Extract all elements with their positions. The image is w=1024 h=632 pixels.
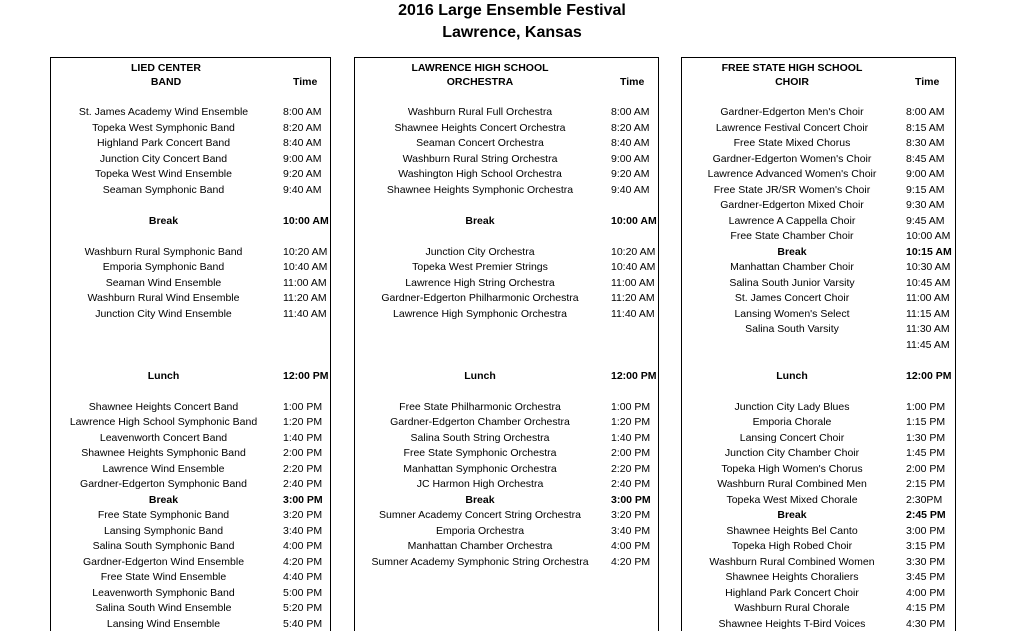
ensemble-name: Seaman Wind Ensemble — [105, 276, 222, 289]
ensemble-name: Salina South Varsity — [745, 323, 839, 335]
schedule-row — [682, 400, 955, 415]
ensemble-name: Shawnee Heights Symphonic Band — [81, 447, 246, 459]
ensemble-name: Salina South Symphonic Band — [92, 540, 235, 552]
schedule-row — [51, 400, 330, 415]
schedule-row — [682, 322, 955, 337]
performance-time: 11:20 AM — [611, 292, 655, 304]
ensemble-name: Seaman Concert Orchestra — [416, 137, 544, 149]
schedule-row — [51, 260, 330, 275]
performance-time: 11:40 AM — [611, 307, 655, 320]
performance-time: 8:30 AM — [906, 137, 945, 149]
ensemble-name: Junction City Lady Blues — [734, 400, 850, 413]
performance-time: 3:00 PM — [283, 493, 323, 506]
performance-time: 10:20 AM — [611, 245, 656, 258]
schedule-row — [682, 214, 955, 229]
ensemble-name: Gardner-Edgerton Men's Choir — [720, 106, 864, 118]
performance-time: 8:20 AM — [283, 121, 322, 134]
schedule-row — [682, 167, 955, 182]
performance-time: 4:00 PM — [611, 540, 651, 552]
ensemble-name: Lansing Wind Ensemble — [106, 617, 221, 630]
ensemble-name: Manhattan Chamber Orchestra — [407, 540, 553, 552]
performance-time: 10:00 AM — [283, 214, 329, 227]
schedule-row — [355, 400, 658, 415]
ensemble-name: Lansing Symphonic Band — [103, 524, 224, 537]
ensemble-name: Break — [777, 509, 807, 521]
column-header — [692, 61, 892, 89]
performance-time: 4:20 PM — [611, 555, 651, 568]
performance-time: 1:20 PM — [611, 416, 651, 428]
column-header-venue: LAWRENCE HIGH SCHOOL — [411, 62, 549, 74]
ensemble-name: Washburn Rural Chorale — [734, 602, 850, 614]
performance-time: 2:00 PM — [611, 447, 651, 459]
schedule-row — [51, 524, 330, 539]
schedule-row — [682, 446, 955, 461]
performance-time: 1:30 PM — [906, 431, 946, 444]
performance-time: 3:45 PM — [906, 571, 946, 583]
ensemble-name: Junction City Orchestra — [425, 245, 535, 258]
schedule-row — [51, 431, 330, 446]
ensemble-name: Lawrence High String Orchestra — [405, 276, 555, 289]
ensemble-name: Free State Symphonic Orchestra — [403, 447, 557, 459]
performance-time: 11:20 AM — [283, 292, 327, 304]
ensemble-name: Free State Wind Ensemble — [100, 571, 227, 583]
schedule-row — [682, 431, 955, 446]
schedule-break-row — [355, 493, 658, 508]
schedule-row — [682, 524, 955, 539]
schedule-row — [355, 477, 658, 492]
performance-time: 9:30 AM — [906, 199, 945, 211]
ensemble-name: Break — [465, 214, 495, 227]
ensemble-name: Washburn Rural String Orchestra — [402, 152, 558, 165]
schedule-row — [682, 136, 955, 151]
ensemble-name: Free State JR/SR Women's Choir — [713, 183, 871, 196]
schedule-row — [355, 260, 658, 275]
ensemble-name: Topeka West Wind Ensemble — [95, 168, 232, 180]
schedule-row — [51, 601, 330, 616]
time-header: Time — [915, 76, 940, 88]
performance-time: 11:40 AM — [283, 307, 327, 320]
ensemble-name: Salina South Wind Ensemble — [95, 602, 232, 614]
ensemble-name: Washburn Rural Full Orchestra — [407, 106, 553, 118]
performance-time: 5:40 PM — [283, 617, 323, 630]
performance-time: 10:40 AM — [611, 261, 656, 273]
column-header-category: CHOIR — [775, 76, 809, 88]
schedule-row — [355, 524, 658, 539]
performance-time: 8:45 AM — [906, 152, 945, 165]
ensemble-name: Gardner-Edgerton Women's Choir — [712, 152, 872, 165]
schedule-row — [682, 493, 955, 508]
schedule-row — [355, 167, 658, 182]
schedule-row — [51, 555, 330, 570]
ensemble-name: Junction City Concert Band — [99, 152, 228, 165]
schedule-row — [355, 291, 658, 306]
ensemble-name: Emporia Symphonic Band — [102, 261, 225, 273]
ensemble-name: Free State Mixed Chorus — [733, 137, 851, 149]
ensemble-name: Free State Chamber Choir — [730, 230, 854, 242]
performance-time: 9:20 AM — [283, 168, 322, 180]
schedule-break-row — [51, 369, 330, 384]
ensemble-name: Lawrence Festival Concert Choir — [715, 121, 869, 134]
ensemble-name: Free State Philharmonic Orchestra — [399, 400, 561, 413]
schedule-break-row — [682, 245, 955, 260]
ensemble-name: Junction City Chamber Choir — [724, 447, 860, 459]
performance-time: 9:00 AM — [906, 168, 945, 180]
schedule-row — [51, 446, 330, 461]
schedule-row — [51, 183, 330, 198]
ensemble-name: Washburn Rural Combined Men — [717, 478, 867, 490]
page-title: 2016 Large Ensemble Festival — [398, 2, 626, 19]
schedule-row — [682, 539, 955, 554]
schedule-row — [355, 555, 658, 570]
performance-time: 5:00 PM — [283, 586, 323, 599]
performance-time: 11:15 AM — [906, 307, 950, 320]
performance-time: 3:20 PM — [611, 509, 651, 521]
schedule-break-row — [355, 214, 658, 229]
choir-schedule-column — [681, 57, 956, 631]
ensemble-name: Free State Symphonic Band — [97, 509, 230, 521]
column-header-category: ORCHESTRA — [446, 76, 514, 88]
performance-time: 3:40 PM — [283, 524, 323, 537]
performance-time: 2:20 PM — [611, 462, 651, 475]
schedule-row — [682, 415, 955, 430]
performance-time: 9:40 AM — [611, 183, 650, 196]
schedule-row — [51, 136, 330, 151]
ensemble-name: Gardner-Edgerton Chamber Orchestra — [390, 416, 570, 428]
performance-time: 1:45 PM — [906, 447, 946, 459]
ensemble-name: Highland Park Concert Choir — [725, 586, 859, 599]
ensemble-name: Washburn Rural Combined Women — [709, 555, 875, 568]
ensemble-name: Lunch — [464, 369, 496, 382]
performance-time: 8:00 AM — [906, 106, 945, 118]
ensemble-name: Gardner-Edgerton Symphonic Band — [80, 478, 247, 490]
column-header — [81, 61, 251, 89]
performance-time: 8:00 AM — [283, 106, 322, 118]
schedule-row — [682, 121, 955, 136]
ensemble-name: St. James Academy Wind Ensemble — [78, 106, 249, 118]
ensemble-name: Lansing Women's Select — [734, 307, 850, 320]
performance-time: 3:20 PM — [283, 509, 323, 521]
ensemble-name: Lunch — [147, 369, 180, 382]
performance-time: 11:00 AM — [283, 276, 327, 289]
schedule-row — [355, 121, 658, 136]
performance-time: 8:15 AM — [906, 121, 945, 134]
ensemble-name: Shawnee Heights T-Bird Voices — [718, 617, 866, 630]
ensemble-name: Seaman Symphonic Band — [102, 183, 225, 196]
schedule-row — [51, 291, 330, 306]
schedule-row — [355, 136, 658, 151]
performance-time: 8:40 AM — [611, 137, 650, 149]
time-header: Time — [293, 76, 318, 88]
performance-time: 4:40 PM — [283, 571, 323, 583]
schedule-row — [682, 555, 955, 570]
performance-time: 10:00 AM — [906, 230, 951, 242]
ensemble-name: Highland Park Concert Band — [96, 137, 231, 149]
ensemble-name: Gardner-Edgerton Wind Ensemble — [82, 555, 245, 568]
performance-time: 8:20 AM — [611, 121, 650, 134]
ensemble-name: Sumner Academy Concert String Orchestra — [379, 509, 581, 521]
schedule-row — [682, 198, 955, 213]
schedule-break-row — [682, 369, 955, 384]
ensemble-name: Topeka High Robed Choir — [731, 540, 853, 552]
schedule-row — [355, 431, 658, 446]
ensemble-name: Washburn Rural Wind Ensemble — [87, 292, 240, 304]
performance-time: 10:40 AM — [283, 261, 328, 273]
performance-time: 9:40 AM — [283, 183, 322, 196]
schedule-row — [355, 183, 658, 198]
performance-time: 10:00 AM — [611, 214, 657, 227]
schedule-row — [682, 260, 955, 275]
schedule-break-row — [355, 369, 658, 384]
performance-time: 10:20 AM — [283, 245, 328, 258]
performance-time: 3:15 PM — [906, 540, 946, 552]
schedule-row — [355, 415, 658, 430]
schedule-break-row — [682, 508, 955, 523]
performance-time: 5:20 PM — [283, 602, 323, 614]
orchestra-schedule-column — [354, 57, 659, 631]
schedule-row — [51, 307, 330, 322]
ensemble-name: Lunch — [776, 369, 808, 382]
schedule-row — [682, 105, 955, 120]
schedule-row — [51, 462, 330, 477]
schedule-row — [355, 446, 658, 461]
schedule-row — [51, 508, 330, 523]
performance-time: 9:45 AM — [906, 214, 945, 227]
performance-time: 2:40 PM — [611, 478, 651, 490]
performance-time: 2:15 PM — [906, 478, 946, 490]
schedule-row — [682, 291, 955, 306]
ensemble-name: Lawrence High School Symphonic Band — [69, 416, 258, 428]
schedule-row — [51, 276, 330, 291]
schedule-row — [51, 415, 330, 430]
performance-time: 1:00 PM — [611, 400, 651, 413]
ensemble-name: Manhattan Symphonic Orchestra — [403, 462, 557, 475]
ensemble-name: Manhattan Chamber Choir — [730, 261, 854, 273]
performance-time: 4:00 PM — [906, 586, 946, 599]
ensemble-name: Lansing Concert Choir — [739, 431, 845, 444]
ensemble-name: Emporia Orchestra — [435, 524, 525, 537]
ensemble-name: Washburn Rural Symphonic Band — [84, 245, 243, 258]
performance-time: 10:45 AM — [906, 276, 951, 289]
ensemble-name: Topeka West Mixed Chorale — [726, 493, 858, 506]
performance-time: 2:40 PM — [283, 478, 323, 490]
performance-time: 4:15 PM — [906, 602, 946, 614]
ensemble-name: Shawnee Heights Bel Canto — [726, 524, 858, 537]
ensemble-name: Salina South Junior Varsity — [729, 276, 855, 289]
performance-time: 10:30 AM — [906, 261, 951, 273]
band-schedule-column — [50, 57, 331, 631]
schedule-row — [355, 276, 658, 291]
performance-time: 8:00 AM — [611, 106, 650, 118]
schedule-row — [355, 245, 658, 260]
schedule-row — [355, 508, 658, 523]
performance-time: 8:40 AM — [283, 137, 322, 149]
performance-time: 3:00 PM — [611, 493, 651, 506]
schedule-row — [355, 462, 658, 477]
ensemble-name: Junction City Wind Ensemble — [95, 307, 232, 320]
performance-time: 1:40 PM — [283, 431, 323, 444]
performance-time: 11:00 AM — [611, 276, 655, 289]
ensemble-name: Shawnee Heights Concert Band — [88, 400, 239, 413]
performance-time: 2:00 PM — [906, 462, 946, 475]
performance-time: 11:00 AM — [906, 292, 950, 304]
column-header-category: BAND — [150, 76, 182, 88]
schedule-row — [682, 617, 955, 632]
ensemble-name: Salina South String Orchestra — [410, 431, 550, 444]
schedule-row — [51, 477, 330, 492]
schedule-row — [51, 121, 330, 136]
schedule-row — [682, 338, 955, 353]
performance-time: 2:00 PM — [283, 447, 323, 459]
performance-time: 4:20 PM — [283, 555, 323, 568]
ensemble-name: Break — [148, 493, 179, 506]
schedule-break-row — [51, 214, 330, 229]
performance-time: 3:40 PM — [611, 524, 651, 537]
ensemble-name: Break — [148, 214, 179, 227]
schedule-row — [682, 570, 955, 585]
column-header — [385, 61, 575, 89]
schedule-row — [51, 617, 330, 632]
schedule-row — [355, 307, 658, 322]
schedule-row — [355, 539, 658, 554]
schedule-row — [682, 462, 955, 477]
schedule-row — [682, 307, 955, 322]
ensemble-name: Break — [777, 245, 807, 258]
performance-time: 9:00 AM — [283, 152, 322, 165]
time-header: Time — [620, 76, 645, 88]
performance-time: 12:00 PM — [906, 369, 952, 382]
schedule-row — [355, 152, 658, 167]
ensemble-name: Lawrence Advanced Women's Choir — [707, 168, 877, 180]
schedule-row — [51, 152, 330, 167]
ensemble-name: Leavenworth Concert Band — [99, 431, 228, 444]
ensemble-name: Lawrence High Symphonic Orchestra — [393, 307, 567, 320]
performance-time: 2:45 PM — [906, 509, 946, 521]
performance-time: 1:40 PM — [611, 431, 651, 444]
schedule-row — [682, 183, 955, 198]
schedule-row — [51, 586, 330, 601]
performance-time: 11:30 AM — [906, 323, 950, 335]
ensemble-name: St. James Concert Choir — [734, 292, 850, 304]
ensemble-name: Emporia Chorale — [752, 416, 832, 428]
performance-time: 4:30 PM — [906, 617, 946, 630]
schedule-row — [355, 105, 658, 120]
performance-time: 9:00 AM — [611, 152, 650, 165]
schedule-row — [682, 601, 955, 616]
ensemble-name: Leavenworth Symphonic Band — [92, 586, 235, 599]
performance-time: 1:20 PM — [283, 416, 323, 428]
performance-time: 1:00 PM — [906, 400, 946, 413]
schedule-row — [682, 276, 955, 291]
ensemble-name: Gardner-Edgerton Mixed Choir — [720, 199, 864, 211]
ensemble-name: Sumner Academy Symphonic String Orchestra — [371, 555, 589, 568]
column-header-venue: LIED CENTER — [130, 62, 201, 74]
schedule-row — [51, 245, 330, 260]
schedule-row — [682, 229, 955, 244]
ensemble-name: Topeka West Symphonic Band — [92, 121, 235, 134]
column-header-venue: FREE STATE HIGH SCHOOL — [721, 62, 863, 74]
schedule-row — [51, 539, 330, 554]
ensemble-name: JC Harmon High Orchestra — [416, 478, 544, 490]
performance-time: 2:20 PM — [283, 462, 323, 475]
schedule-row — [51, 570, 330, 585]
performance-time: 1:00 PM — [283, 400, 323, 413]
schedule-break-row — [51, 493, 330, 508]
performance-time: 4:00 PM — [283, 540, 323, 552]
performance-time: 2:30PM — [906, 493, 943, 506]
performance-time: 10:15 AM — [906, 245, 952, 258]
performance-time: 12:00 PM — [283, 369, 329, 382]
performance-time: 9:20 AM — [611, 168, 650, 180]
performance-time: 1:15 PM — [906, 416, 946, 428]
performance-time: 12:00 PM — [611, 369, 657, 382]
ensemble-name: Gardner-Edgerton Philharmonic Orchestra — [381, 292, 579, 304]
ensemble-name: Topeka High Women's Chorus — [721, 462, 863, 475]
schedule-row — [51, 167, 330, 182]
ensemble-name: Washington High School Orchestra — [398, 168, 562, 180]
schedule-row — [682, 152, 955, 167]
schedule-row — [51, 105, 330, 120]
ensemble-name: Shawnee Heights Concert Orchestra — [394, 121, 566, 134]
ensemble-name: Topeka West Premier Strings — [412, 261, 548, 273]
ensemble-name: Break — [465, 493, 495, 506]
performance-time: 3:00 PM — [906, 524, 946, 537]
page-subtitle: Lawrence, Kansas — [442, 24, 582, 41]
ensemble-name: Shawnee Heights Choraliers — [725, 571, 859, 583]
performance-time: 3:30 PM — [906, 555, 946, 568]
performance-time: 9:15 AM — [906, 183, 945, 196]
ensemble-name: Lawrence A Cappella Choir — [728, 214, 856, 227]
schedule-row — [682, 586, 955, 601]
ensemble-name: Shawnee Heights Symphonic Orchestra — [386, 183, 574, 196]
performance-time: 11:45 AM — [906, 338, 950, 351]
schedule-row — [682, 477, 955, 492]
ensemble-name: Lawrence Wind Ensemble — [102, 462, 225, 475]
